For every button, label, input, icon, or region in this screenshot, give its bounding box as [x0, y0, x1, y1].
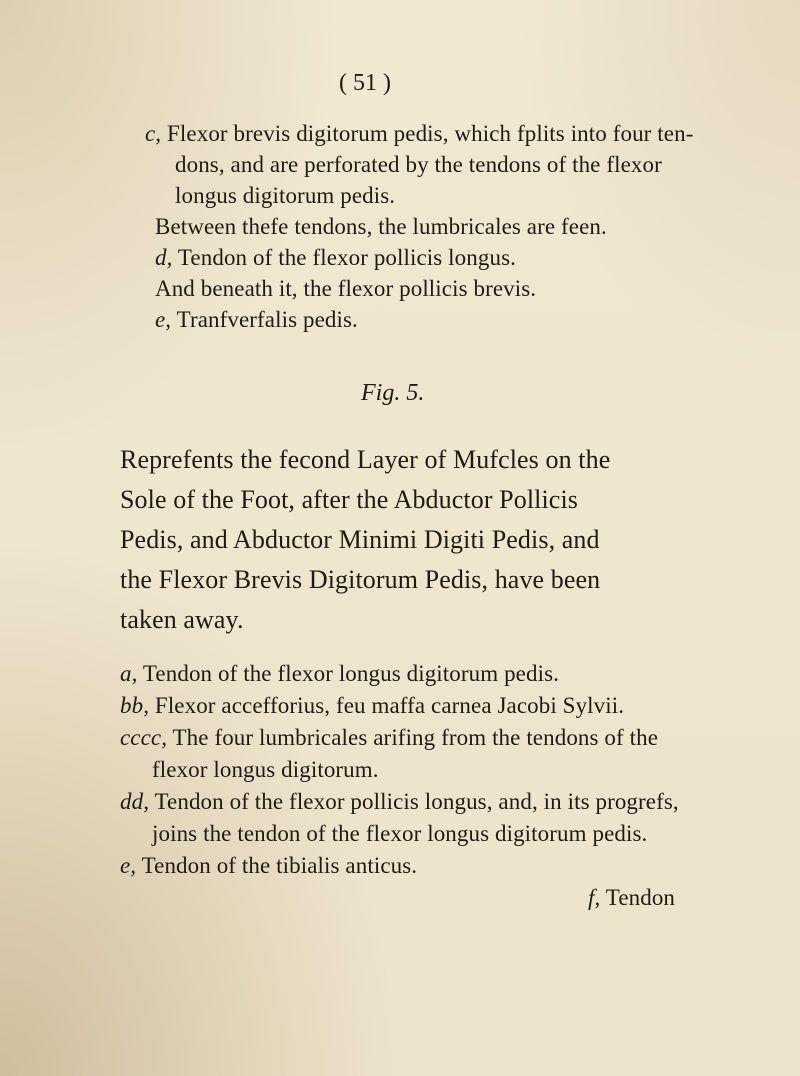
- entry-d-text-1: Tendon of the flexor pollicis longus.: [177, 245, 516, 270]
- description-line-2: Sole of the Foot, after the Abductor Pollicis: [120, 485, 578, 514]
- description-line-3: Pedis, and Abductor Minimi Digiti Pedis, and: [120, 525, 600, 554]
- entry-e-label: e,: [155, 307, 172, 332]
- entry-c-line-3: longus digitorum pedis.: [175, 183, 396, 208]
- entry-cccc-label: cccc,: [120, 725, 168, 750]
- entry-d-line-1: [155, 244, 516, 272]
- entry-cccc-line-2: flexor longus digitorum.: [152, 757, 379, 782]
- entry-d-line-2: And beneath it, the flexor pollicis brevis.: [155, 276, 537, 301]
- description-line-4: the Flexor Brevis Digitorum Pedis, have been: [120, 565, 601, 594]
- entry-a-line-1: [120, 660, 559, 688]
- entry-cccc-line-1: [120, 724, 658, 752]
- entry-e2-label: e,: [120, 853, 137, 878]
- entry-bb-label: bb,: [120, 693, 150, 718]
- entry-e-text-1: Tranfverfalis pedis.: [176, 307, 358, 332]
- entry-e-line-1: [155, 306, 358, 334]
- description-line-1: Reprefents the fecond Layer of Mufcles on the: [120, 445, 611, 474]
- catchword-text: Tendon: [605, 885, 676, 910]
- entry-c-line-4: Between thefe tendons, the lumbricales are feen.: [155, 214, 607, 239]
- page-number: ( 51 ): [339, 70, 391, 96]
- entry-e2-line-1: [120, 852, 417, 880]
- entry-c-line-1: [145, 120, 693, 148]
- entry-a-text-1: Tendon of the flexor longus digitorum pedis.: [142, 661, 559, 686]
- entry-bb-text-1: Flexor accefforius, feu maffa carnea Jacobi Sylvii.: [154, 693, 625, 718]
- entry-c-text-1: Flexor brevis digitorum pedis, which fplits into four ten-: [167, 121, 694, 146]
- entry-e2-text-1: Tendon of the tibialis anticus.: [141, 853, 418, 878]
- entry-dd-line-2: joins the tendon of the flexor longus digitorum pedis.: [152, 821, 648, 846]
- catchword-label: f,: [588, 885, 601, 910]
- entry-dd-label: dd,: [120, 789, 150, 814]
- description-line-5: taken away.: [120, 605, 244, 634]
- entry-c-line-2: dons, and are perforated by the tendons of the flexor: [175, 152, 662, 177]
- entry-a-label: a,: [120, 661, 138, 686]
- entry-c-label: c,: [145, 121, 162, 146]
- entry-dd-text-1: Tendon of the flexor pollicis longus, and, in its progrefs,: [154, 789, 679, 814]
- catchword-line: [588, 884, 675, 912]
- figure-heading: Fig. 5.: [361, 380, 425, 406]
- entry-cccc-text-1: The four lumbricales arifing from the tendons of the: [172, 725, 659, 750]
- entry-dd-line-1: [120, 788, 679, 816]
- entry-bb-line-1: [120, 692, 624, 720]
- entry-d-label: d,: [155, 245, 173, 270]
